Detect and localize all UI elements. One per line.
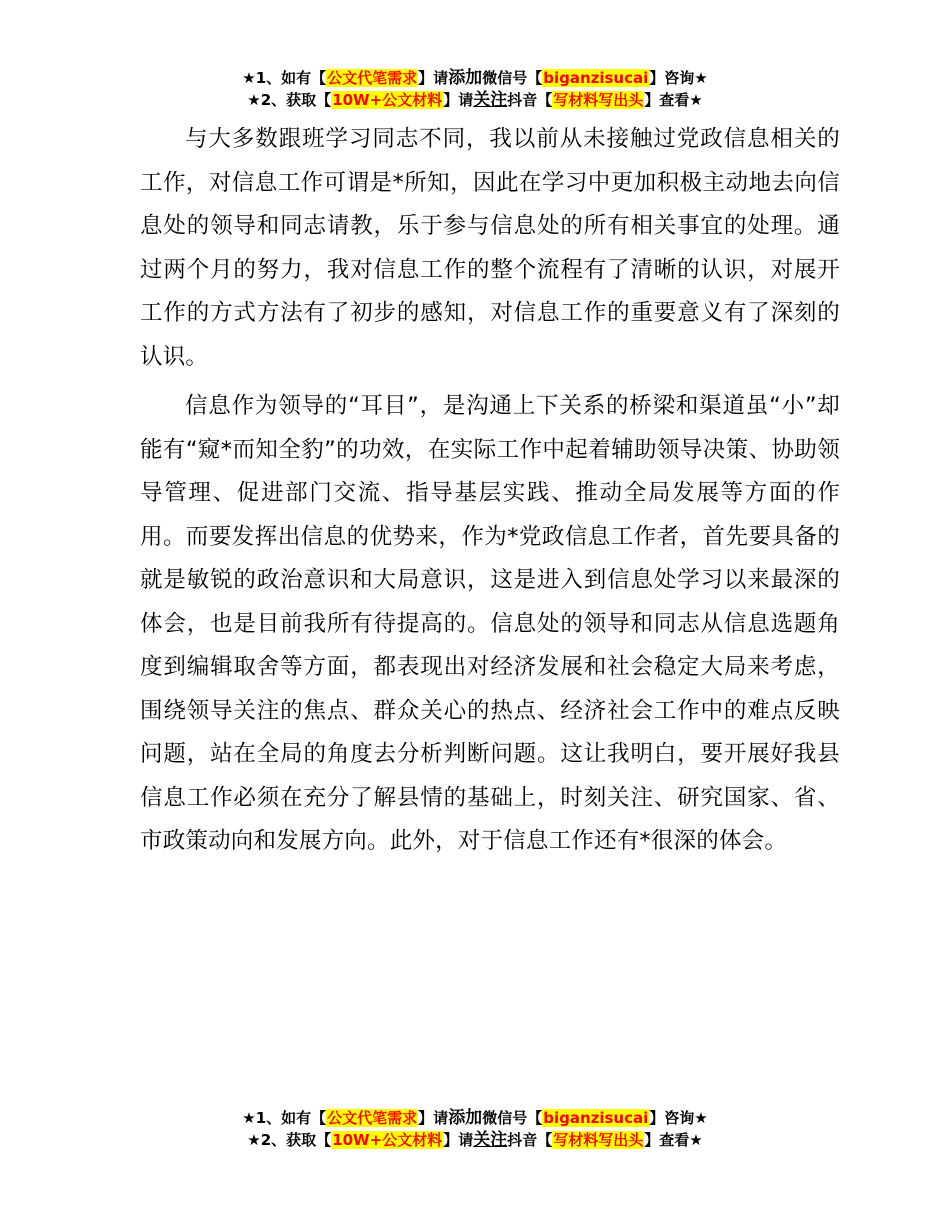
- banner-emphasis: 添加: [448, 1108, 483, 1128]
- banner-emphasis: 关注: [473, 90, 508, 110]
- highlight-douyin: 写材料写出头: [553, 1131, 644, 1149]
- banner-text: 】请: [443, 91, 474, 109]
- banner-line-2: [0, 1129, 950, 1151]
- banner-line-1: [0, 1107, 950, 1129]
- paragraph-2: 信息作为领导的“耳目”，是沟通上下关系的桥梁和渠道虽“小”却能有“窥*而知全豹”的功效，在实际工作中起着辅助领导决策、协助领导管理、促进部门交流、指导基层实践、推动全局发展等方面的作用。而要发挥出信息的优势来，作为*党政信息工作者，首先要具备的就是敏锐的政治意识和大局意识，这是进入到信息处学习以来最深的体会，也是目前我所有待提高的。信息处的领导和同志从信息选题角度到编辑取舍等方面，都表现出对经济发展和社会稳定大局来考虑，围绕领导关注的焦点、群众关心的热点、经济社会工作中的难点反映问题，站在全局的角度去分析判断问题。这让我明白，要开展好我县信息工作必须在充分了解县情的基础上，时刻关注、研究国家、省、市政策动向和发展方向。此外，对于信息工作还有*很深的体会。: [140, 393, 840, 854]
- highlight-materials: 10W+公文材料: [332, 91, 443, 109]
- star-icon: ★: [694, 1109, 708, 1127]
- star-icon: ★: [242, 69, 256, 87]
- banner-text: 1、如有【: [255, 69, 327, 87]
- banner-text: 】请: [418, 69, 449, 87]
- footer-banner: [0, 1107, 950, 1151]
- banner-text: 】查看: [644, 91, 690, 109]
- star-icon: ★: [694, 69, 708, 87]
- header-banner: [0, 67, 950, 111]
- banner-line-2: [0, 89, 950, 111]
- star-icon: ★: [689, 91, 703, 109]
- banner-emphasis: 关注: [473, 1130, 508, 1150]
- banner-text: 】咨询: [649, 69, 695, 87]
- highlight-wechat-id: biganzisucai: [543, 1109, 649, 1127]
- banner-emphasis: 添加: [448, 68, 483, 88]
- banner-text: 微信号【: [482, 1109, 543, 1127]
- banner-text: 抖音【: [507, 1131, 553, 1149]
- banner-line-1: [0, 67, 950, 89]
- banner-text: 2、获取【: [260, 91, 332, 109]
- banner-text: 】请: [418, 1109, 449, 1127]
- star-icon: ★: [247, 1131, 261, 1149]
- star-icon: ★: [689, 1131, 703, 1149]
- banner-text: 】查看: [644, 1131, 690, 1149]
- highlight-materials: 10W+公文材料: [332, 1131, 443, 1149]
- banner-text: 】咨询: [649, 1109, 695, 1127]
- paragraph-1: 与大多数跟班学习同志不同，我以前从未接触过党政信息相关的工作，对信息工作可谓是*所知，因此在学习中更加积极主动地去向信息处的领导和同志请教，乐于参与信息处的所有相关事宜的处理。通过两个月的努力，我对信息工作的整个流程有了清晰的认识，对展开工作的方式方法有了初步的感知，对信息工作的重要意义有了深刻的认识。: [140, 126, 840, 370]
- banner-text: 2、获取【: [260, 1131, 332, 1149]
- highlight-service: 公文代笔需求: [327, 1109, 418, 1127]
- highlight-douyin: 写材料写出头: [553, 91, 644, 109]
- banner-text: 】请: [443, 1131, 474, 1149]
- banner-text: 1、如有【: [255, 1109, 327, 1127]
- banner-text: 微信号【: [482, 69, 543, 87]
- highlight-service: 公文代笔需求: [327, 69, 418, 87]
- document-body: [140, 118, 840, 870]
- highlight-wechat-id: biganzisucai: [543, 69, 649, 87]
- star-icon: ★: [242, 1109, 256, 1127]
- banner-text: 抖音【: [507, 91, 553, 109]
- star-icon: ★: [247, 91, 261, 109]
